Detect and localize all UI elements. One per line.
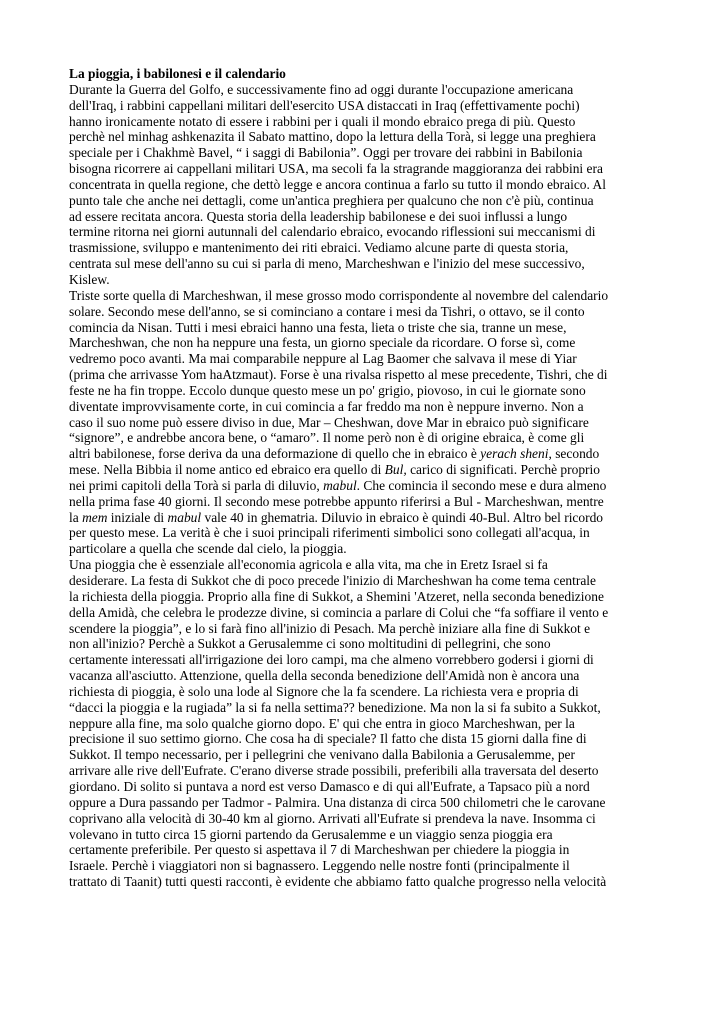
text-line: arrivare alle rive dell'Eufrate. C'erano diverse strade possibili, preferibili alla traversata del deserto [69,763,599,779]
text-line: ad essere recitata ancora. Questa storia della leadership babilonese e dei suoi influssi a lungo [69,208,568,224]
text-line: punto tale che anche nei dettagli, come un'antica preghiera per qualcuno che non c'è più, continua [69,192,594,208]
text-line: Kislew. [69,271,110,287]
text-line: (prima che arrivasse Yom haAtzmaut). Forse è una rivalsa rispetto al mese precedente, Tishri, che di [69,367,608,383]
text-line: hanno ironicamente notato di essere i rabbini per i quali il mondo ebraico prega di più. Questo [69,113,576,129]
text-line: centrata sul mese dell'anno su cui si parla di meno, Marcheshwan e l'inizio del mese successivo, [69,256,585,272]
text-line: particolare a quella che scende dal cielo, la pioggia. [69,541,347,557]
text-line: certamente preferibile. Per questo si aspettava il 7 di Marcheshwan per chiedere la pioggia in [69,842,570,858]
text-line: comincia da Nisan. Tutti i mesi ebraici hanno una festa, lieta o triste che sia, tranne un mese, [69,319,567,335]
text-line: giordano. Di solito si puntava a nord est verso Damasco e di qui all'Eufrate, a Tapsaco più a nord [69,778,590,794]
text-line: coprivano alla velocità di 30-40 km al giorno. Arrivati all'Eufrate si prendeva la nave. Insomma ci [69,810,596,826]
text-line: della Amidà, che celebra le prodezze divine, si comincia a parlare di Colui che “fa soffiare il vento e [69,604,609,620]
text-line: “signore”, e andrebbe ancora bene, o “amaro”. Il nome però non è di origine ebraica, è come gli [69,430,585,446]
text-line: la richiesta della pioggia. Proprio alla fine di Sukkot, a Shemini 'Atzeret, nella seconda benedizione [69,588,604,604]
text-line: speciale per i Chakhmè Bavel, “ i saggi di Babilonia”. Oggi per trovare dei rabbini in Babilonia [69,145,583,161]
text-line: la mem iniziale di mabul vale 40 in ghematria. Diluvio in ebraico è quindi 40-Bul. Altro bel ricordo [69,509,604,525]
text-line: Marcheshwan, che non ha neppure una festa, un giorno speciale da ricordare. O forse sì, come [69,335,576,351]
text-line: Sukkot. Il tempo necessario, per i pellegrini che venivano dalla Babilonia a Gerusalemme, per [69,747,575,763]
text-line: feste ne ha fin troppe. Eccolo dunque questo mese un po' grigio, piovoso, in cui le giornate sono [69,382,586,398]
text-line: scendere la pioggia”, e lo si farà fino all'inizio di Pesach. Ma perchè iniziare alla fine di Sukkot e [69,620,591,636]
text-line: dell'Iraq, i rabbini cappellani militari dell'esercito USA distaccati in Iraq (effettivamente pochi) [69,97,580,113]
text-line: certamente interessati all'irrigazione dei loro campi, ma che almeno vorrebbero godersi i giorni di [69,652,594,668]
text-line: vacanza all'asciutto. Attenzione, quella della seconda benedizione dell'Amidà non è ancora una [69,668,580,684]
text-line: non all'inizio? Perchè a Sukkot a Gerusalemme ci sono moltitudini di pellegrini, che sono [69,636,551,652]
document-body [69,66,659,890]
text-line: per questo mese. La verità è che i suoi principali riferimenti simbolici sono collegati all'acqua, in [69,525,590,541]
text-line: richiesta di pioggia, è solo una lode al Signore che la fa scendere. La richiesta vera e propria di [69,683,579,699]
text-line: diventate improvvisamente corte, in cui comincia a far freddo ma non è neppure inverno. Non a [69,398,584,414]
text-line: caso il suo nome può essere diviso in due, Mar – Cheshwan, dove Mar in ebraico può significare [69,414,589,430]
text-line: trasmissione, sviluppo e mantenimento dei riti ebraici. Vediamo alcune parte di questa storia, [69,240,569,256]
paragraph [69,557,659,890]
article-title: La pioggia, i babilonesi e il calendario [69,66,286,81]
text-line: desiderare. La festa di Sukkot che di poco precede l'inizio di Marcheshwan ha come tema centrale [69,573,597,588]
text-line: oppure a Dura passando per Tadmor - Palmira. Una distanza di circa 500 chilometri che le carovane [69,794,606,810]
paragraph [69,288,659,557]
text-line: concentrata in quella regione, che dettò legge e ancora continua a farlo su tutto il mondo ebraico. Al [69,176,606,192]
text-line: Durante la Guerra del Golfo, e successivamente fino ad oggi durante l'occupazione americana [69,81,574,97]
text-line: Una pioggia che è essenziale all'economia agricola e alla vita, ma che in Eretz Israel si fa [69,557,548,573]
article-paragraphs [69,82,659,890]
text-line: termine ritorna nei giorni autunnali del calendario ebraico, evocando riflessioni sui meccanismi di [69,224,596,240]
text-line: Triste sorte quella di Marcheshwan, il mese grosso modo corrispondente al novembre del calendario [69,287,609,303]
text-line: bisogna ricorrere ai cappellani militari USA, ma secoli fa la stragrande maggioranza dei rabbini era [69,161,603,177]
text-line: volevano in tutto circa 15 giorni partendo da Gerusalemme e un viaggio senza pioggia era [69,826,553,842]
text-line: Israele. Perchè i viaggiatori non si bagnassero. Leggendo nelle nostre fonti (principalmente il [69,858,570,874]
text-line: solare. Secondo mese dell'anno, se si cominciano a contare i mesi da Tishri, o ottavo, se il conto [69,303,585,319]
paragraph [69,82,659,288]
text-line: “dacci la pioggia e la rugiada” la si fa nella settima?? benedizione. Ma non la si fa subito a Sukkot, [69,699,601,715]
text-line: precisione il suo settimo giorno. Che cosa ha di speciale? Il fatto che dista 15 giorni dalla fine di [69,731,587,747]
text-line: mese. Nella Bibbia il nome antico ed ebraico era quello di Bul, carico di significati. Perchè proprio [69,462,600,478]
text-line: nei primi capitoli della Torà si parla di diluvio, mabul. Che comincia il secondo mese e dura almeno [69,477,607,493]
text-line: altri babilonese, forse deriva da una deformazione di quello che in ebraico è yerach sheni, secondo [69,446,600,462]
text-line: neppure alla fine, ma solo qualche giorno dopo. E' qui che entra in gioco Marcheshwan, per la [69,715,575,731]
text-line: trattato di Taanit) tutti questi racconti, è evidente che abbiamo fatto qualche progresso nella velocità [69,874,607,890]
text-line: perchè nel minhag ashkenazita il Sabato mattino, dopo la lettura della Torà, si legge una preghiera [69,129,596,145]
text-line: nella prima fase 40 giorni. Il secondo mese potrebbe appunto riferirsi a Bul - Marcheshwan, mentre [69,493,604,509]
text-line: vedremo poco avanti. Ma mai comparabile neppure al Lag Baomer che salvava il mese di Yiar [69,351,577,367]
